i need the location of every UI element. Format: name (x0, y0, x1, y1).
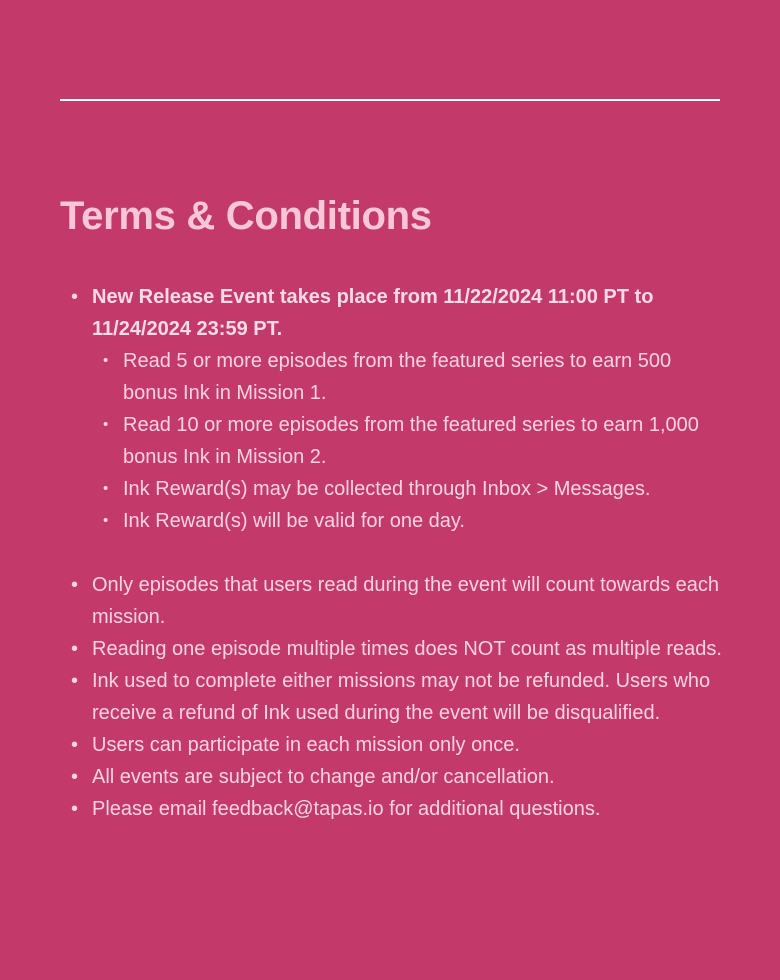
list-item: • Ink Reward(s) will be valid for one day. (92, 505, 726, 537)
event-period-text: New Release Event takes place from 11/22/2024 11:00 PT to 11/24/2024 23:59 PT. (92, 286, 654, 340)
list-item: • All events are subject to change and/or cancellation. (60, 761, 726, 793)
list-item: • Users can participate in each mission only once. (60, 729, 726, 761)
list-item: • Read 5 or more episodes from the featured series to earn 500 bonus Ink in Mission 1. (92, 345, 726, 409)
list-item: • Ink used to complete either missions may not be refunded. Users who receive a refund of Ink used during the event will be disqualified. (60, 665, 726, 729)
list-item: • Only episodes that users read during the event will count towards each mission. (60, 569, 726, 633)
event-period-item (60, 281, 726, 537)
list-item: • Reading one episode multiple times does NOT count as multiple reads. (60, 633, 726, 665)
list-item: • Please email feedback@tapas.io for additional questions. (60, 793, 726, 825)
section-divider (60, 99, 720, 101)
list-item: • Ink Reward(s) may be collected through Inbox > Messages. (92, 473, 726, 505)
mission-details-list (92, 345, 726, 537)
list-item: • Read 10 or more episodes from the featured series to earn 1,000 bonus Ink in Mission 2. (92, 409, 726, 473)
terms-list (60, 281, 726, 825)
page-title: Terms & Conditions (60, 194, 432, 238)
list-spacer (60, 537, 726, 569)
